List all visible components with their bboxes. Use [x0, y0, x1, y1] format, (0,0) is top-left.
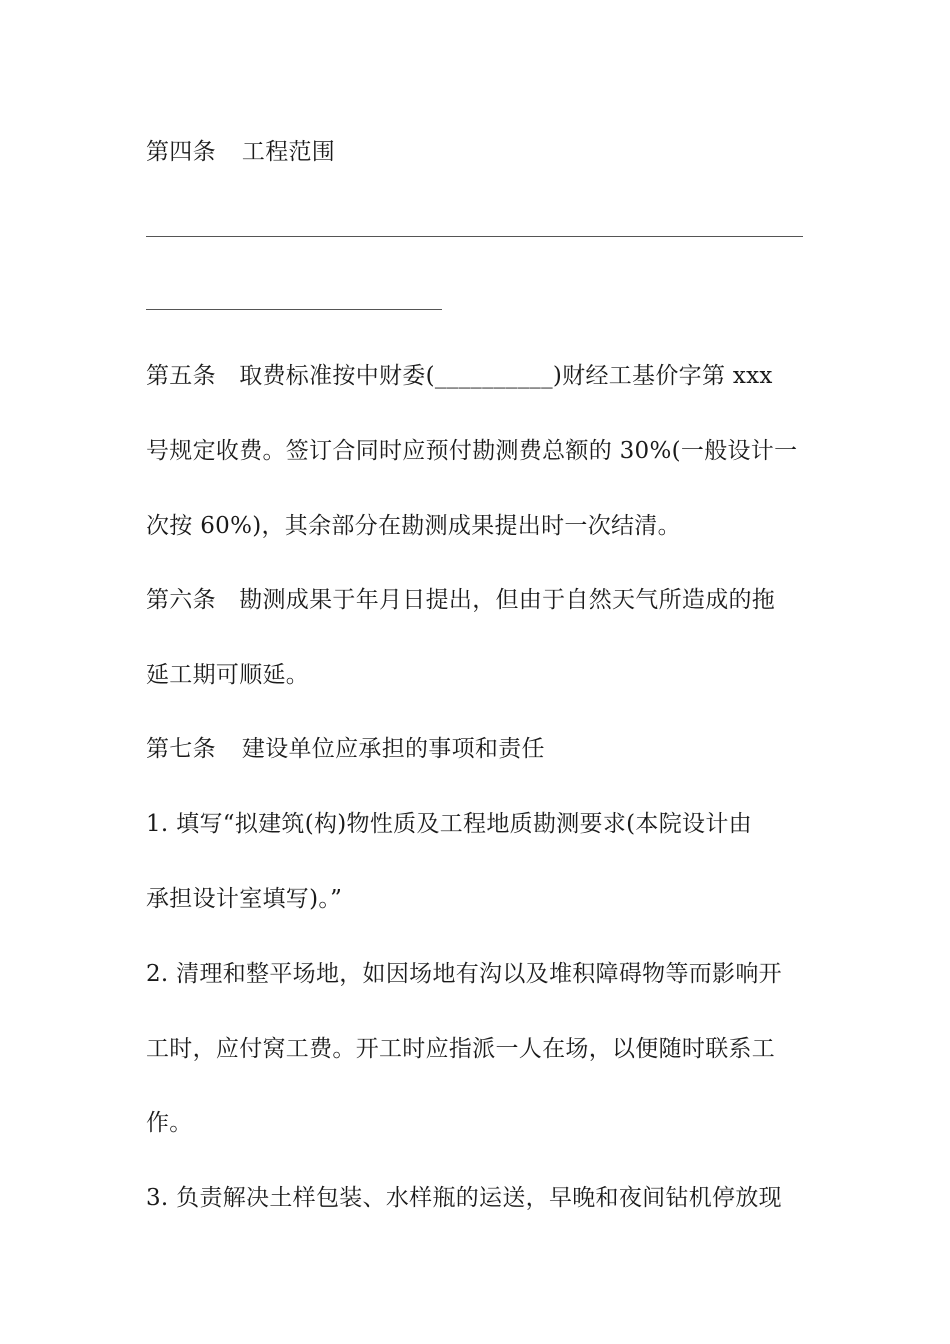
article-6-line-2: 延工期可顺延。 — [146, 662, 310, 688]
article-7-heading — [146, 734, 545, 764]
article-4-heading — [146, 137, 335, 167]
article-7-number: 第七条 — [146, 736, 216, 762]
article-4-title: 工程范围 — [241, 139, 336, 165]
article-5-line-2: 号规定收费。签订合同时应预付勘测费总额的 30%(一般设计一 — [146, 438, 798, 464]
article-7-item-2-line-2: 工时，应付窝工费。开工时应指派一人在场，以便随时联系工 — [146, 1036, 776, 1062]
article-7-item-3-line-1: 3. 负责解决土样包装、水样瓶的运送，早晚和夜间钻机停放现 — [146, 1185, 782, 1211]
article-7-item-2-line-3: 作。 — [146, 1110, 193, 1136]
blank-fill-line-2 — [146, 309, 442, 310]
article-7-title: 建设单位应承担的事项和责任 — [241, 736, 545, 762]
article-4-number: 第四条 — [146, 139, 216, 165]
article-7-item-2-line-1: 2. 清理和整平场地，如因场地有沟以及堆积障碍物等而影响开 — [146, 961, 782, 987]
article-7-item-1-line-1: 1. 填写“拟建筑(构)物性质及工程地质勘测要求(本院设计由 — [146, 811, 752, 837]
article-6-line-1: 第六条 勘测成果于年月日提出，但由于自然天气所造成的拖 — [146, 587, 776, 613]
blank-fill-line-1 — [146, 236, 803, 237]
article-7-item-1-line-2: 承担设计室填写)。” — [146, 886, 343, 912]
article-5-line-1: 第五条 取费标准按中财委(__________)财经工基价字第 xxx — [146, 363, 773, 389]
article-5-line-3: 次按 60%)，其余部分在勘测成果提出时一次结清。 — [146, 513, 681, 539]
